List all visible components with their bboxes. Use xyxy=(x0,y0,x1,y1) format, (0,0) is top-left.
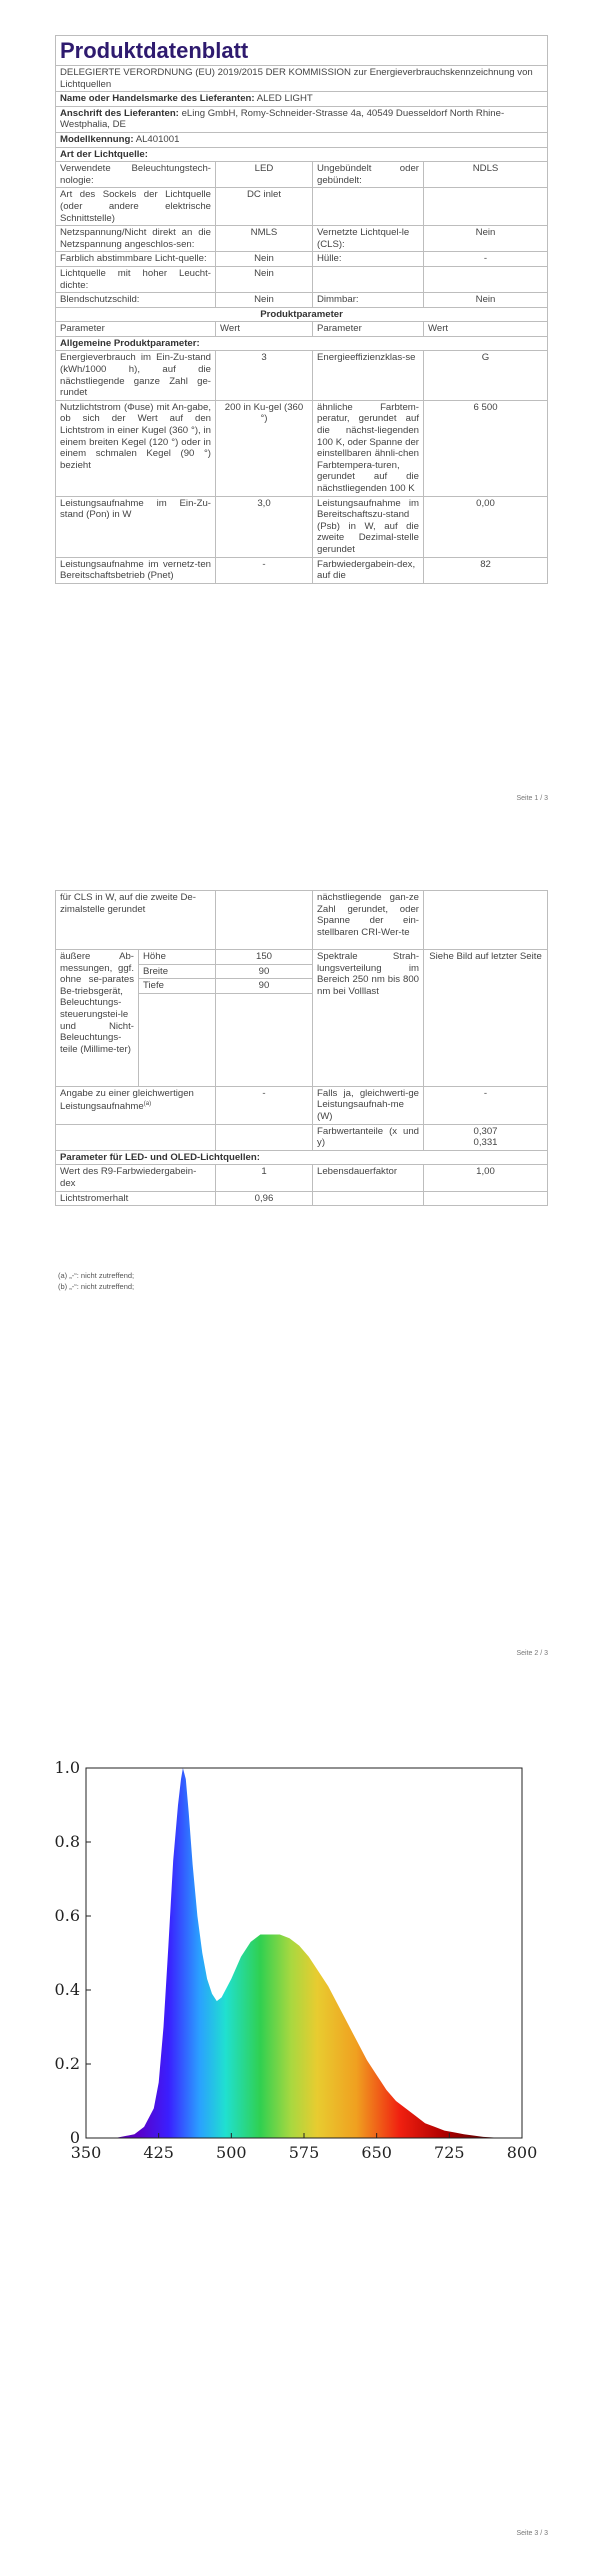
row-value: 6 500 xyxy=(424,400,548,496)
row-value: - xyxy=(424,1086,548,1124)
model-row xyxy=(56,132,548,147)
row-label: Leistungsaufnahme im Bereitschaftszu-stand (Psb) in W, auf die zweite Dezimal-stelle gerundet xyxy=(313,496,424,557)
row-label: Verwendete Beleuchtungstech-nologie: xyxy=(56,162,216,188)
y-tick-label: 0.6 xyxy=(54,1906,80,1925)
x-tick-label: 650 xyxy=(361,2143,392,2162)
row-value: - xyxy=(216,1086,313,1124)
y-tick-label: 0.8 xyxy=(54,1832,80,1851)
row-value: 0,00 xyxy=(424,496,548,557)
x-tick-label: 575 xyxy=(288,2143,320,2162)
footnotes xyxy=(58,1270,134,1292)
column-header: Parameter xyxy=(56,322,216,337)
table-row xyxy=(56,266,548,292)
row-label: Wert des R9-Farbwiedergabein-dex xyxy=(56,1165,216,1191)
row-label: für CLS in W, auf die zweite De-zimalstelle gerundet xyxy=(56,891,216,950)
table-row xyxy=(56,891,548,950)
spectrum-area xyxy=(115,1768,503,2138)
page-title: Produktdatenblatt xyxy=(56,36,548,66)
dimensions-label: äußere Ab-messungen, ggf. ohne se-parates Be-triebsgerät, Beleuchtungs-steuerungstei-le und Nicht-Beleuchtungs-teile (Millime-ter) xyxy=(56,950,139,1087)
row-label: Ungebündelt oder gebündelt: xyxy=(313,162,424,188)
y-tick-label: 0.2 xyxy=(54,2054,80,2073)
row-value: Nein xyxy=(216,266,313,292)
row-label: Energieverbrauch im Ein-Zu-stand (kWh/1000 h), auf die nächstliegende ganze Zahl ge-rundet xyxy=(56,351,216,400)
y-tick-label: 0 xyxy=(69,2128,80,2147)
row-label: Leistungsaufnahme im vernetz-ten Bereitschaftsbetrieb (Pnet) xyxy=(56,557,216,583)
row-label: Farbwiedergabein-dex, auf die xyxy=(313,557,424,583)
table-row xyxy=(56,1191,548,1206)
page-1 xyxy=(0,0,603,820)
column-header: Parameter xyxy=(313,322,424,337)
table-row xyxy=(56,252,548,267)
table-row xyxy=(56,400,548,496)
row-label xyxy=(56,1086,216,1124)
dimension-name: Tiefe xyxy=(139,979,216,994)
dimension-value: 90 xyxy=(216,979,313,994)
datasheet-table-page-2 xyxy=(55,890,548,1206)
led-parameters-title: Parameter für LED- und OLED-Lichtquellen: xyxy=(56,1150,548,1165)
x-tick-label: 350 xyxy=(70,2143,102,2162)
table-header-row xyxy=(56,322,548,337)
row-value: Siehe Bild auf letzter Seite xyxy=(424,950,548,1087)
row-value: 1,00 xyxy=(424,1165,548,1191)
footnote: (b) „-“: nicht zutreffend; xyxy=(58,1282,135,1291)
row-label: Vernetzte Lichtquel-le (CLS): xyxy=(313,226,424,252)
table-row xyxy=(56,1086,548,1124)
supplier-address-label: Anschrift des Lieferanten: xyxy=(60,107,179,119)
supplier-address: eLing GmbH, Romy-Schneider-Strasse 4a, 40549 Duesseldorf North Rhine-Westphalia, DE xyxy=(60,107,505,131)
page-number: Seite 2 / 3 xyxy=(516,1650,548,1657)
table-row xyxy=(56,293,548,308)
row-label: Dimmbar: xyxy=(313,293,424,308)
model-label: Modellkennung: xyxy=(60,133,134,145)
table-row xyxy=(56,1124,548,1150)
y-tick-label: 0.4 xyxy=(54,1980,80,1999)
row-value xyxy=(424,266,548,292)
row-label: Energieeffizienzklas-se xyxy=(313,351,424,400)
x-tick-label: 500 xyxy=(216,2143,247,2162)
row-label: ähnliche Farbtem-peratur, gerundet auf die nächst-liegenden 100 K, oder Spanne der einstellbaren ähnli-chen Farbtempera-turen, gerundet auf die nächstliegenden 100 K xyxy=(313,400,424,496)
row-label: Lichtquelle mit hoher Leucht-dichte: xyxy=(56,266,216,292)
row-value xyxy=(424,188,548,226)
row-label xyxy=(313,1191,424,1206)
table-row xyxy=(56,1165,548,1191)
regulation-text: DELEGIERTE VERORDNUNG (EU) 2019/2015 DER KOMMISSION zur Energieverbrauchskennzeichnung von Lichtquellen xyxy=(56,66,548,92)
row-label: Farblich abstimmbare Licht-quelle: xyxy=(56,252,216,267)
page-number: Seite 1 / 3 xyxy=(516,795,548,802)
supplier-name-label: Name oder Handelsmarke des Lieferanten: xyxy=(60,93,255,105)
row-label xyxy=(313,188,424,226)
row-value: Nein xyxy=(424,293,548,308)
page-2 xyxy=(0,860,603,1670)
dimension-value: 150 xyxy=(216,950,313,965)
row-value xyxy=(424,1191,548,1206)
page-number: Seite 3 / 3 xyxy=(516,2530,548,2537)
row-value: 200 in Ku-gel (360 °) xyxy=(216,400,313,496)
row-label: Lebensdauerfaktor xyxy=(313,1165,424,1191)
model-id: AL401001 xyxy=(135,133,180,145)
row-label: nächstliegende gan-ze Zahl gerundet, oder Spanne der ein-stellbaren CRI-Wer-te xyxy=(313,891,424,950)
row-label: Hülle: xyxy=(313,252,424,267)
row-value: 3 xyxy=(216,351,313,400)
row-label: Spektrale Strah-lungsverteilung im Bereich 250 nm bis 800 nm bei Volllast xyxy=(313,950,424,1087)
x-tick-label: 725 xyxy=(434,2143,465,2162)
general-parameters-title: Allgemeine Produktparameter: xyxy=(56,336,548,351)
row-value: 1 xyxy=(216,1165,313,1191)
row-value: NDLS xyxy=(424,162,548,188)
row-value: 0,307 0,331 xyxy=(424,1124,548,1150)
footnote-ref: (a) xyxy=(143,1101,152,1108)
row-value: 82 xyxy=(424,557,548,583)
table-row xyxy=(56,351,548,400)
row-value: - xyxy=(216,557,313,583)
column-header: Wert xyxy=(424,322,548,337)
spectral-distribution-chart xyxy=(40,1750,550,2170)
table-row xyxy=(56,496,548,557)
dimension-name: Breite xyxy=(139,964,216,979)
row-label: Leistungsaufnahme im Ein-Zu-stand (Pon) in W xyxy=(56,496,216,557)
table-row xyxy=(56,188,548,226)
row-value: Nein xyxy=(216,293,313,308)
x-tick-label: 800 xyxy=(506,2143,538,2162)
table-row xyxy=(56,557,548,583)
page-3 xyxy=(0,1710,603,2560)
row-label: Lichtstromerhalt xyxy=(56,1191,216,1206)
y-tick-label: 1.0 xyxy=(54,1758,80,1777)
row-value: G xyxy=(424,351,548,400)
row-value: - xyxy=(424,252,548,267)
row-value: Nein xyxy=(424,226,548,252)
product-parameters-title: Produktparameter xyxy=(56,307,548,322)
dimension-name: Höhe xyxy=(139,950,216,965)
column-header: Wert xyxy=(216,322,313,337)
table-row xyxy=(56,950,548,965)
footnote: (a) „-“: nicht zutreffend; xyxy=(58,1271,135,1280)
x-tick-label: 425 xyxy=(143,2143,174,2162)
row-label: Farbwertanteile (x und y) xyxy=(313,1124,424,1150)
row-label: Blendschutzschild: xyxy=(56,293,216,308)
row-label: Netzspannung/Nicht direkt an die Netzspannung angeschlos-sen: xyxy=(56,226,216,252)
light-source-type-title: Art der Lichtquelle: xyxy=(56,147,548,162)
supplier-name: ALED LIGHT xyxy=(256,93,313,105)
table-row xyxy=(56,226,548,252)
row-value: LED xyxy=(216,162,313,188)
row-value: 3,0 xyxy=(216,496,313,557)
row-label xyxy=(313,266,424,292)
row-label: Falls ja, gleichwerti-ge Leistungsaufnah-me (W) xyxy=(313,1086,424,1124)
supplier-address-row xyxy=(56,106,548,132)
row-value: 0,96 xyxy=(216,1191,313,1206)
row-label: Art des Sockels der Lichtquelle (oder andere elektrische Schnittstelle) xyxy=(56,188,216,226)
table-row xyxy=(56,162,548,188)
row-value: DC inlet xyxy=(216,188,313,226)
dimension-value: 90 xyxy=(216,964,313,979)
datasheet-table-page-1 xyxy=(55,35,548,584)
supplier-name-row xyxy=(56,92,548,107)
row-value: Nein xyxy=(216,252,313,267)
row-value: NMLS xyxy=(216,226,313,252)
row-label-text: Angabe zu einer gleichwertigen Leistungsaufnahme xyxy=(60,1087,194,1113)
row-label: Nutzlichtstrom (Φuse) mit An-gabe, ob sich der Wert auf den Lichtstrom in einer Kugel (360 °), in einem breiten Kegel (120 °) oder in einem schmalen Kegel (90 °) bezieht xyxy=(56,400,216,496)
